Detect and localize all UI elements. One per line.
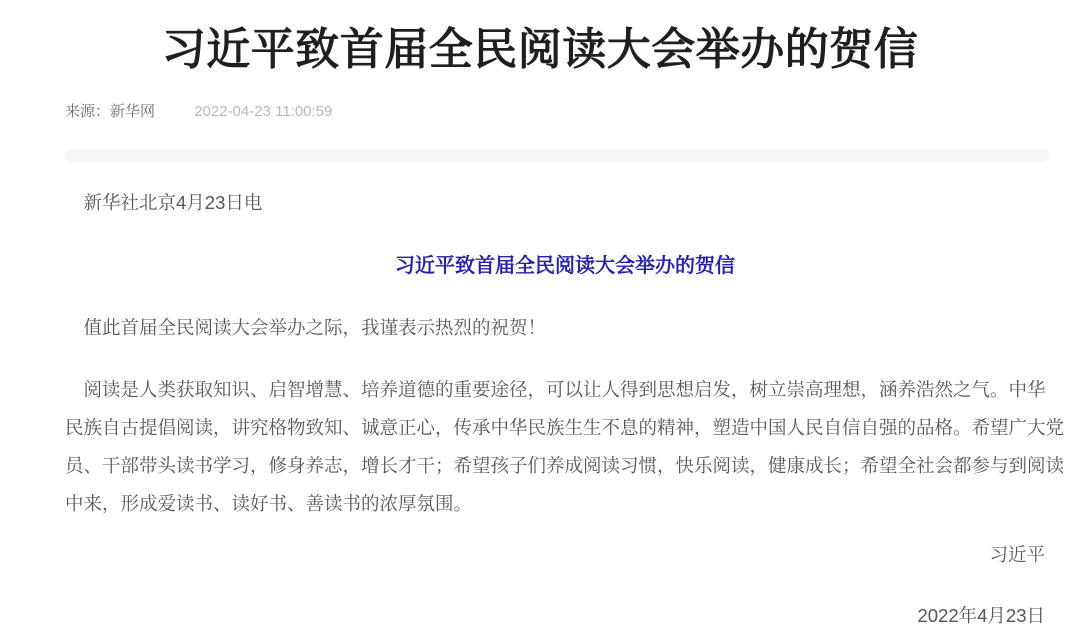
divider-bar bbox=[65, 149, 1050, 162]
page-title: 习近平致首届全民阅读大会举办的贺信 bbox=[161, 25, 919, 74]
article-page bbox=[0, 24, 1080, 641]
article-body bbox=[65, 184, 1065, 635]
letter-title: 习近平致首届全民阅读大会举办的贺信 bbox=[395, 255, 735, 277]
main-paragraph bbox=[65, 371, 1065, 523]
dateline: 新华社北京4月23日电 bbox=[83, 192, 263, 213]
meta-row bbox=[65, 104, 1080, 120]
publish-timestamp: 2022-04-23 11:00:59 bbox=[194, 103, 333, 120]
greeting-paragraph: 值此首届全民阅读大会举办之际，我谨表示热烈的祝贺！ bbox=[83, 317, 547, 338]
signature-date: 2022年4月23日 bbox=[917, 605, 1045, 626]
signature-name: 习近平 bbox=[989, 544, 1045, 565]
paragraph-line: 中来，形成爱读书、读好书、善读书的浓厚氛围。 bbox=[65, 493, 473, 514]
paragraph-line: 阅读是人类获取知识、启智增慧、培养道德的重要途径，可以让人得到思想启发，树立崇高理想，涵养浩然之气。中华 bbox=[83, 379, 1046, 400]
paragraph-line: 员、干部带头读书学习，修身养志，增长才干；希望孩子们养成阅读习惯，快乐阅读，健康成长；希望全社会都参与到阅读 bbox=[65, 455, 1065, 476]
source-label: 来源：新华网 bbox=[65, 103, 156, 120]
paragraph-line: 民族自古提倡阅读，讲究格物致知、诚意正心，传承中华民族生生不息的精神，塑造中国人民自信自强的品格。希望广大党 bbox=[65, 417, 1065, 438]
